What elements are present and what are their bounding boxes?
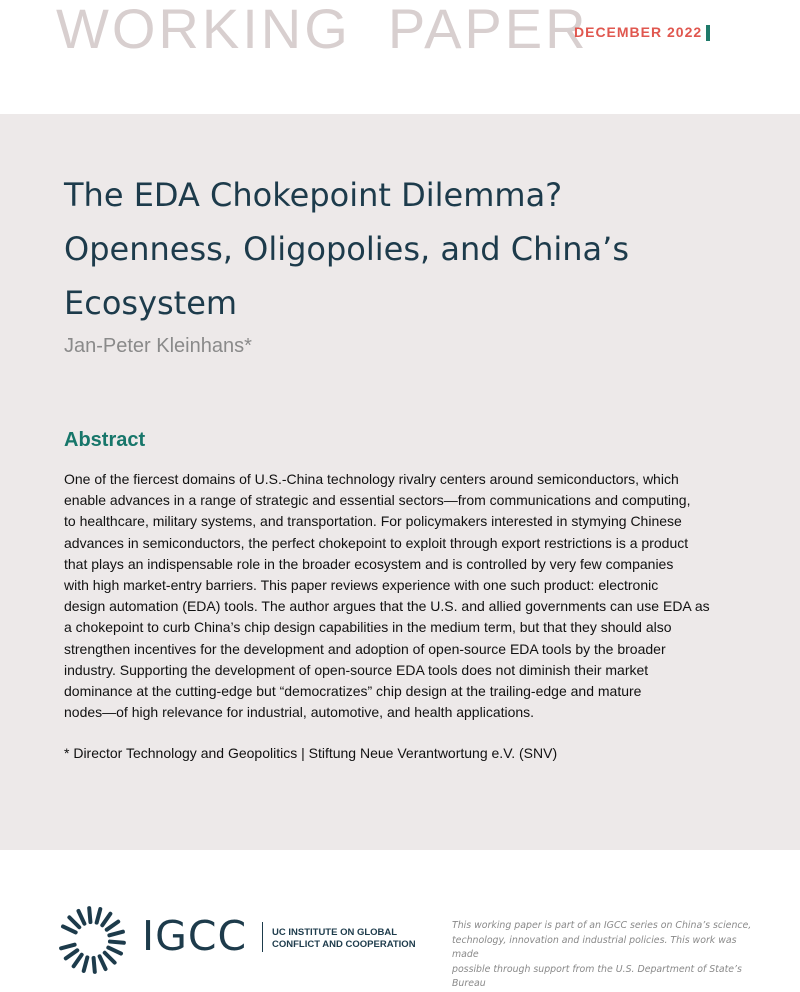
logo-center [83, 931, 101, 949]
author-footnote: * Director Technology and Geopolitics | Stiftung Neue Verantwortung e.V. (SNV) [64, 745, 558, 761]
series-note [452, 919, 752, 992]
paper-title [64, 168, 744, 330]
abstract-line: design automation (EDA) tools. The author argues that the U.S. and allied governments can use EDA as [64, 598, 710, 615]
abstract-line: that plays an indispensable role in the broader ecosystem and is controlled by very few companies [64, 555, 674, 572]
header [0, 0, 800, 114]
igcc-sunburst-logo [58, 906, 134, 966]
abstract-line: dominance at the cutting-edge but “democratizes” chip design at the trailing-edge and mature [64, 683, 642, 700]
abstract-line: to healthcare, military systems, and transportation. For policymakers interested in stymying Chinese [64, 513, 682, 530]
institute-line-2: CONFLICT AND COOPERATION [272, 939, 416, 950]
abstract-line: a chokepoint to curb China’s chip design capabilities in the medium term, but that they should also [64, 619, 672, 636]
series-note-line: technology, innovation and industrial policies. This work was made [452, 934, 737, 960]
abstract-line: nodes—of high relevance for industrial, automotive, and health applications. [64, 704, 535, 721]
institute-name [272, 927, 416, 951]
title-line-3: Ecosystem [64, 284, 238, 322]
abstract-body [64, 469, 714, 723]
abstract-line: industry. Supporting the development of open-source EDA tools does not diminish their market [64, 661, 649, 678]
institute-line-1: UC INSTITUTE ON GLOBAL [272, 927, 398, 938]
logo-divider [262, 922, 263, 952]
abstract-line: with high market-entry barriers. This paper reviews experience with one such product: electronic [64, 577, 659, 594]
abstract-line: enable advances in a range of strategic and essential sectors—from communications and computing, [64, 492, 691, 509]
working-paper-label: WORKING PAPER [56, 0, 589, 60]
abstract-line: strengthen incentives for the development and adoption of open-source EDA tools by the broader [64, 640, 666, 657]
author-name: Jan-Peter Kleinhans* [64, 335, 252, 357]
series-note-line: This working paper is part of an IGCC series on China’s science, [452, 920, 752, 931]
abstract-line: advances in semiconductors, the perfect chokepoint to exploit through export restrictions is a product [64, 534, 689, 551]
publication-date: DECEMBER 2022 [574, 24, 703, 40]
abstract-line: One of the fiercest domains of U.S.-China technology rivalry centers around semiconductors, which [64, 471, 679, 487]
date-marker-bar [706, 25, 710, 41]
igcc-wordmark: IGCC [142, 912, 248, 960]
title-line-2: Openness, Oligopolies, and China’s [64, 230, 629, 268]
title-line-1: The EDA Chokepoint Dilemma? [64, 176, 563, 214]
series-note-line: possible through support from the U.S. Department of State’s Bureau [452, 963, 742, 989]
abstract-heading: Abstract [64, 429, 146, 451]
